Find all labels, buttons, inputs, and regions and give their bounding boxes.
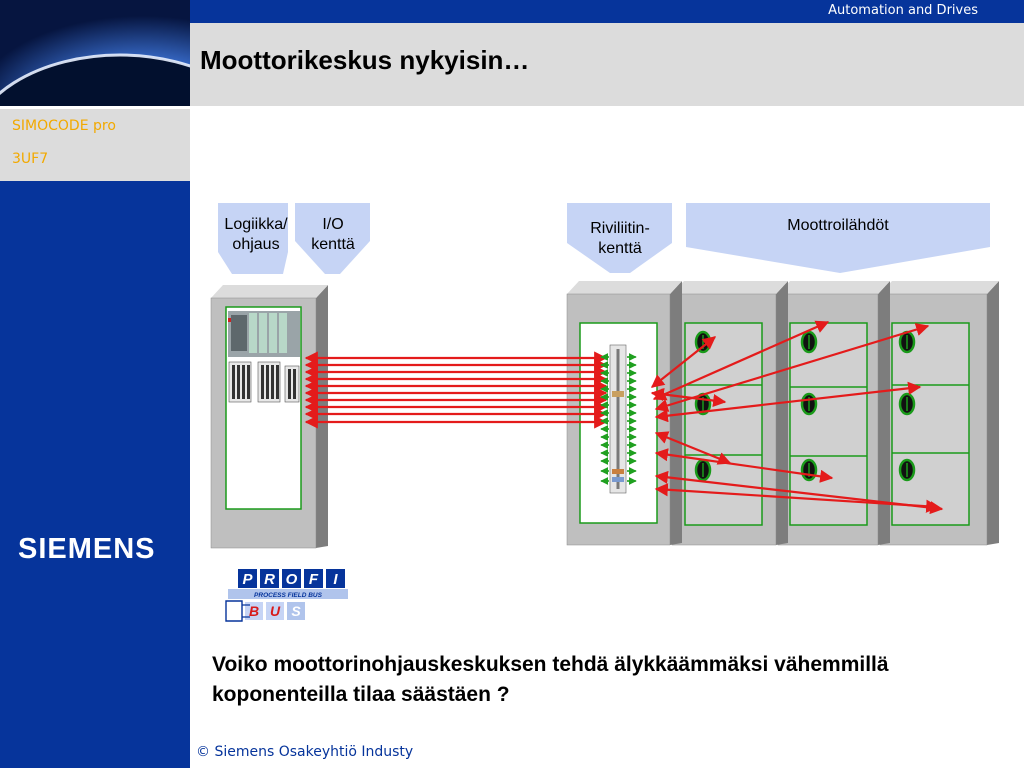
profibus-logo	[226, 569, 348, 621]
callout-motor-feeders-label: Moottroilähdöt	[787, 217, 889, 234]
bus-letter: S	[291, 603, 301, 619]
callout-motor-feeders	[686, 203, 990, 273]
page-title: Moottorikeskus nykyisin…	[200, 45, 530, 75]
planet-glow-image	[0, 0, 190, 106]
product-code: 3UF7	[12, 151, 49, 167]
bus-letter: R	[264, 571, 275, 588]
io-modules	[229, 362, 299, 402]
corner-graphic	[0, 0, 190, 106]
callout-logic-label: Logiikka/ ohjaus	[224, 216, 288, 253]
footer-copyright: © Siemens Osakeyhtiö Industy	[196, 744, 414, 760]
company-logo: SIEMENS	[18, 533, 156, 565]
bus-letter: U	[269, 603, 281, 619]
motor-center-diagram	[190, 181, 1024, 641]
feeder-cabinet-2	[778, 281, 890, 545]
left-panel	[0, 181, 190, 768]
bus-letter: P	[242, 571, 253, 588]
bus-letter: F	[308, 571, 319, 588]
bus-letter: I	[333, 571, 338, 588]
plc-cabinet-side	[316, 285, 328, 548]
plc-rack	[228, 311, 300, 357]
bus-letter: B	[248, 603, 260, 619]
question-text: Voiko moottorinohjauskeskuksen tehdä älykkäämmäksi vähemmillä koponenteilla tilaa säästäen ?	[212, 653, 889, 706]
plc-cabinet-top	[211, 285, 328, 298]
callout-io-label: I/O kenttä	[311, 216, 355, 253]
callout-terminal-label: Riviliitin-kenttä	[590, 220, 650, 257]
top-bar	[190, 0, 1024, 23]
product-name: SIMOCODE pro	[12, 118, 116, 134]
bus-subtitle: PROCESS FIELD BUS	[254, 592, 322, 599]
title-area	[190, 23, 1024, 106]
brand-tagline: Automation and Drives	[828, 3, 978, 18]
bus-letter: O	[285, 571, 298, 588]
terminal-strip	[610, 345, 626, 493]
product-box	[0, 109, 190, 181]
